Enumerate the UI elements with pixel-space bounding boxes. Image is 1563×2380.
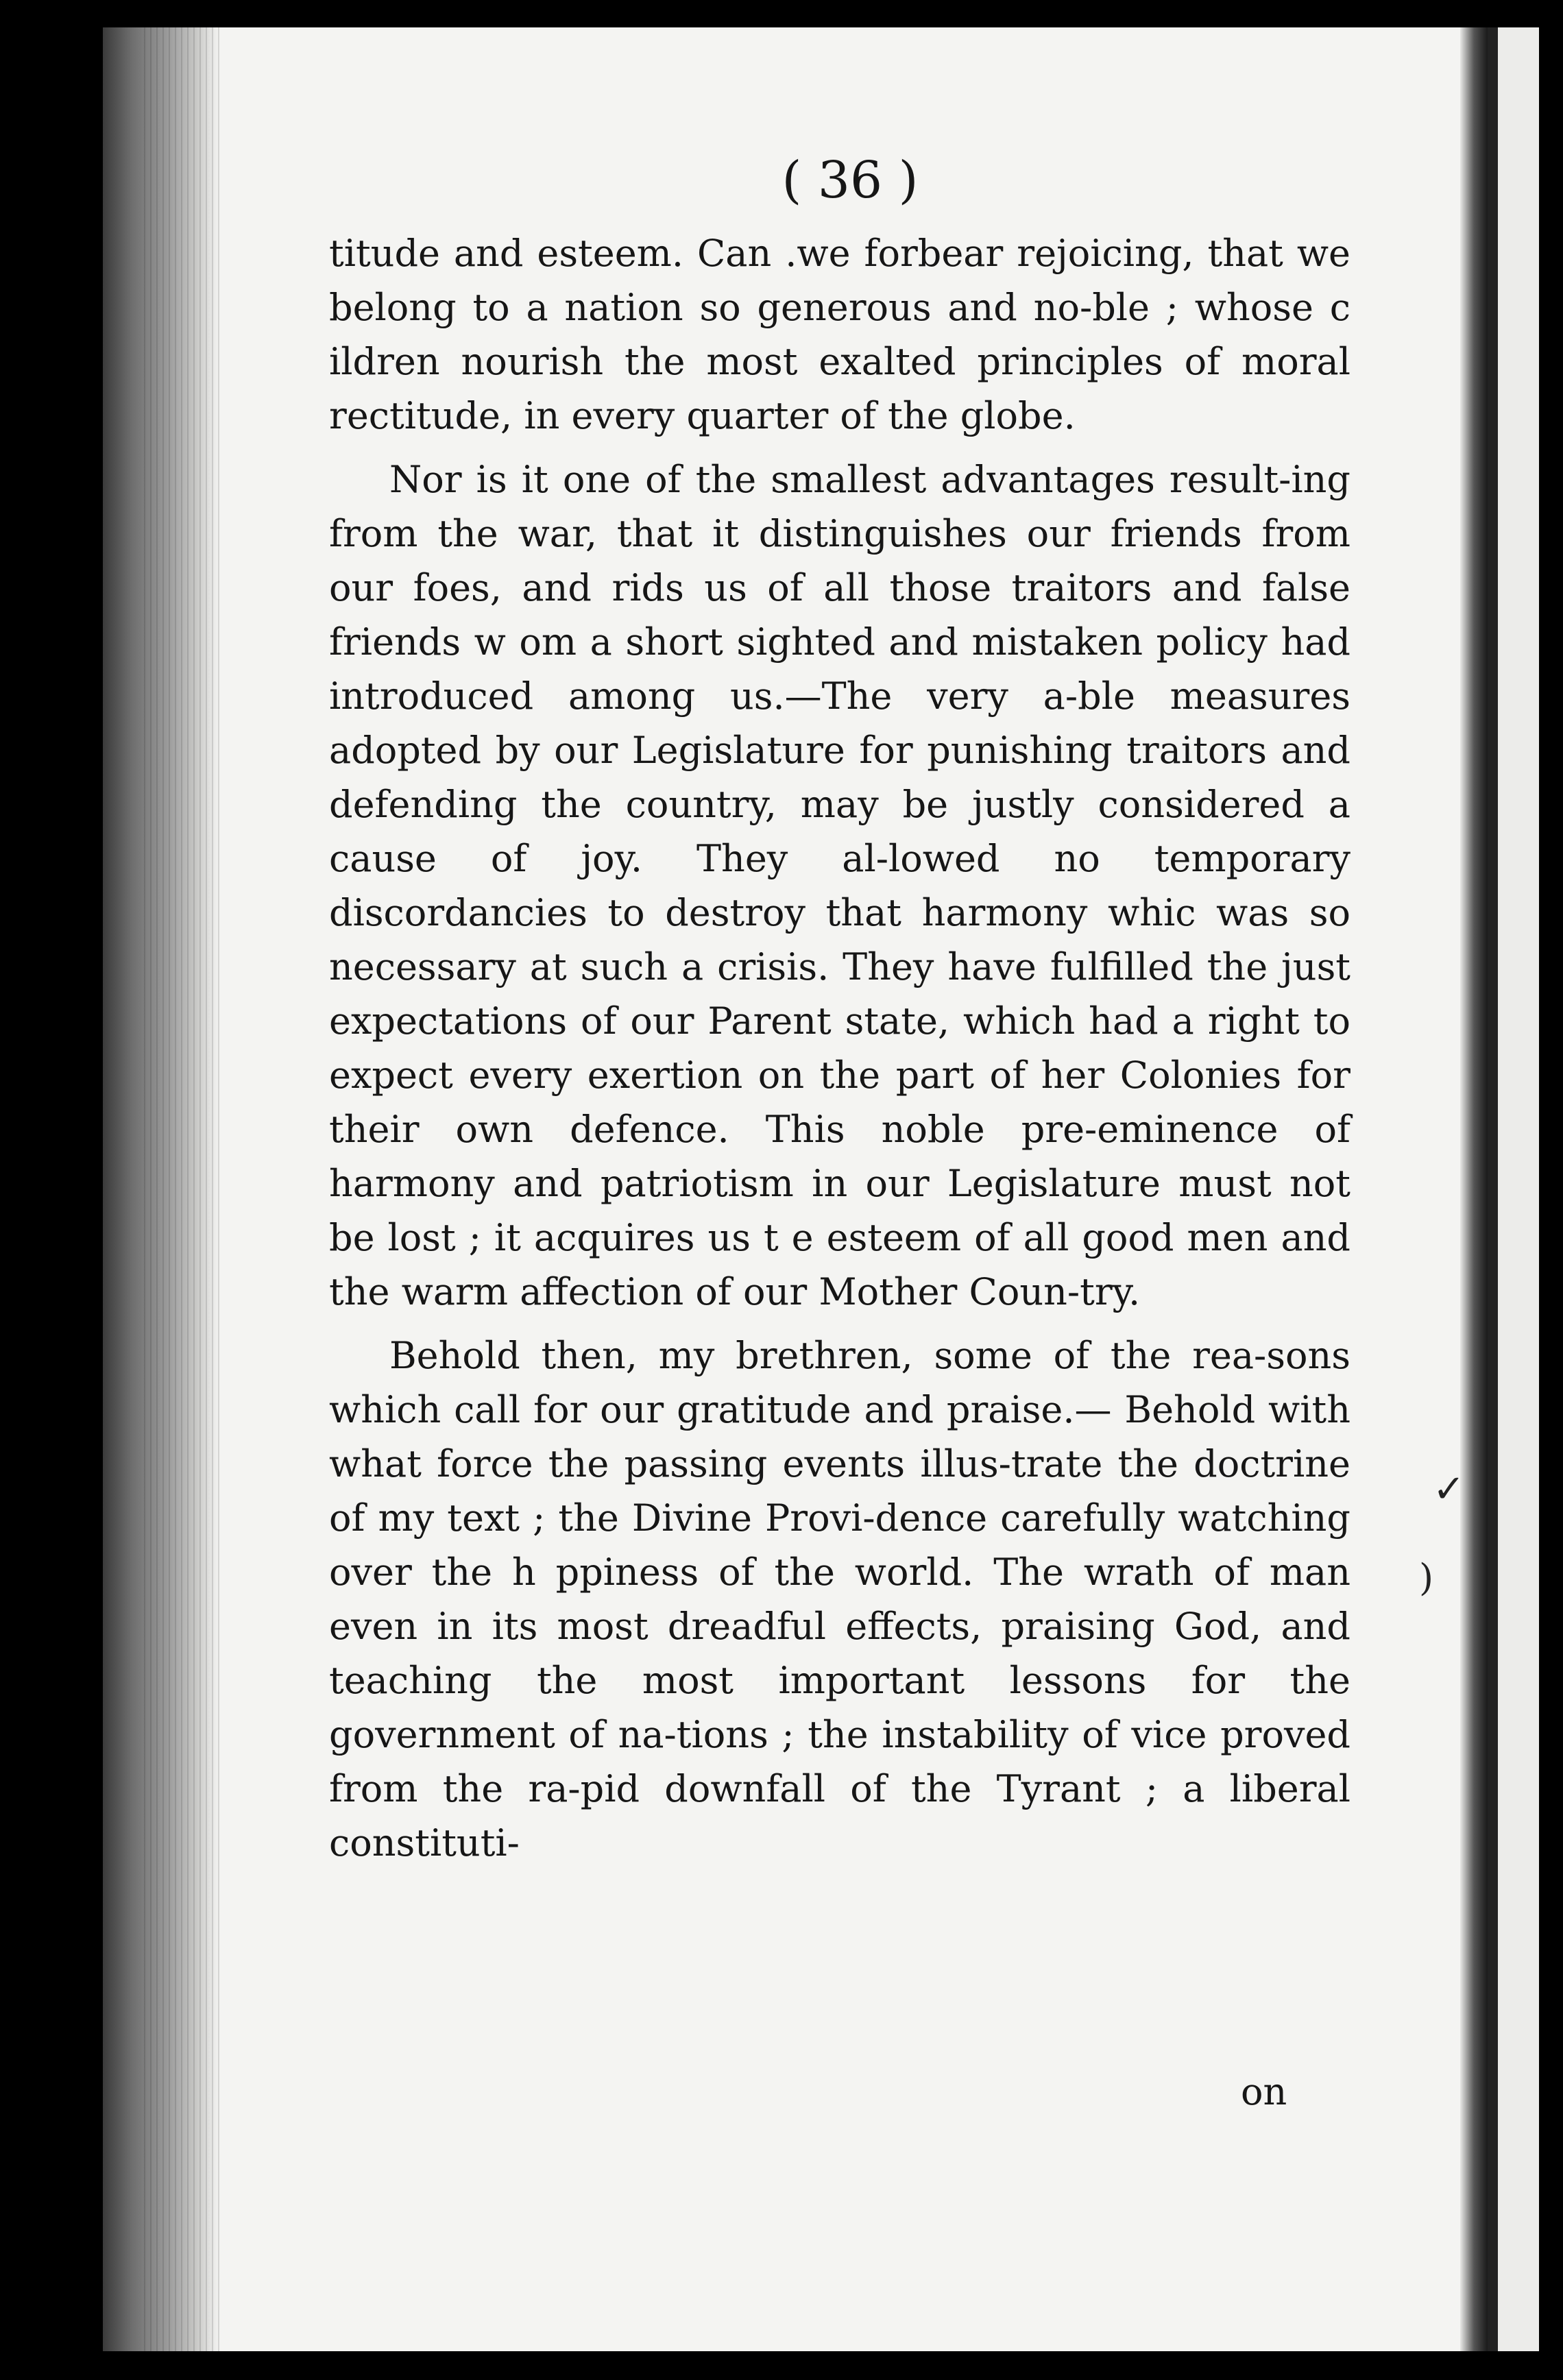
paragraph-3: Behold then, my brethren, some of the rea-sons which call for our gratitude and praise.— Behold with what force the passing events illus-trate the doctrine of my text ; the Divine Provi-dence carefully watching over the h ppiness of the world. The wrath of man even in its most dreadful effects, praising God, and teaching the most important lessons for the government of na-tions ; the instability of vice proved from the ra-pid downfall of the Tyrant ; a liberal constituti-: [329, 1334, 1350, 1865]
margin-check-mark: ✓: [1433, 1467, 1465, 1511]
facing-page-edge: [1498, 27, 1539, 2351]
body-text: [329, 226, 1350, 1880]
margin-paren-mark: ): [1419, 1556, 1434, 1599]
page-gutter-texture: [144, 27, 219, 2351]
page-right-edge: [1460, 27, 1488, 2351]
paragraph-1: titude and esteem. Can .we forbear rejoicing, that we belong to a nation so generous and no-ble ; whose c ildren nourish the most exalted principles of moral rectitude, in every quarter of the globe.: [329, 232, 1350, 437]
paragraph-2: Nor is it one of the smallest advantages result-ing from the war, that it distinguishes our friends from our foes, and rids us of all those traitors and false friends w om a short sighted and mistaken policy had introduced among us.—The very a-ble measures adopted by our Legislature for punishing traitors and defending the country, may be justly considered a cause of joy. They al-lowed no temporary discordancies to destroy that harmony whic was so necessary at such a crisis. They have fulfilled the just expectations of our Parent state, which had a right to expect every exertion on the part of her Colonies for their own defence. This noble pre-eminence of harmony and patriotism in our Legislature must not be lost ; it acquires us t e esteem of all good men and the warm affection of our Mother Coun-try.: [329, 458, 1350, 1313]
catchword: on: [1241, 2070, 1287, 2113]
page-number: ( 36 ): [782, 151, 919, 210]
